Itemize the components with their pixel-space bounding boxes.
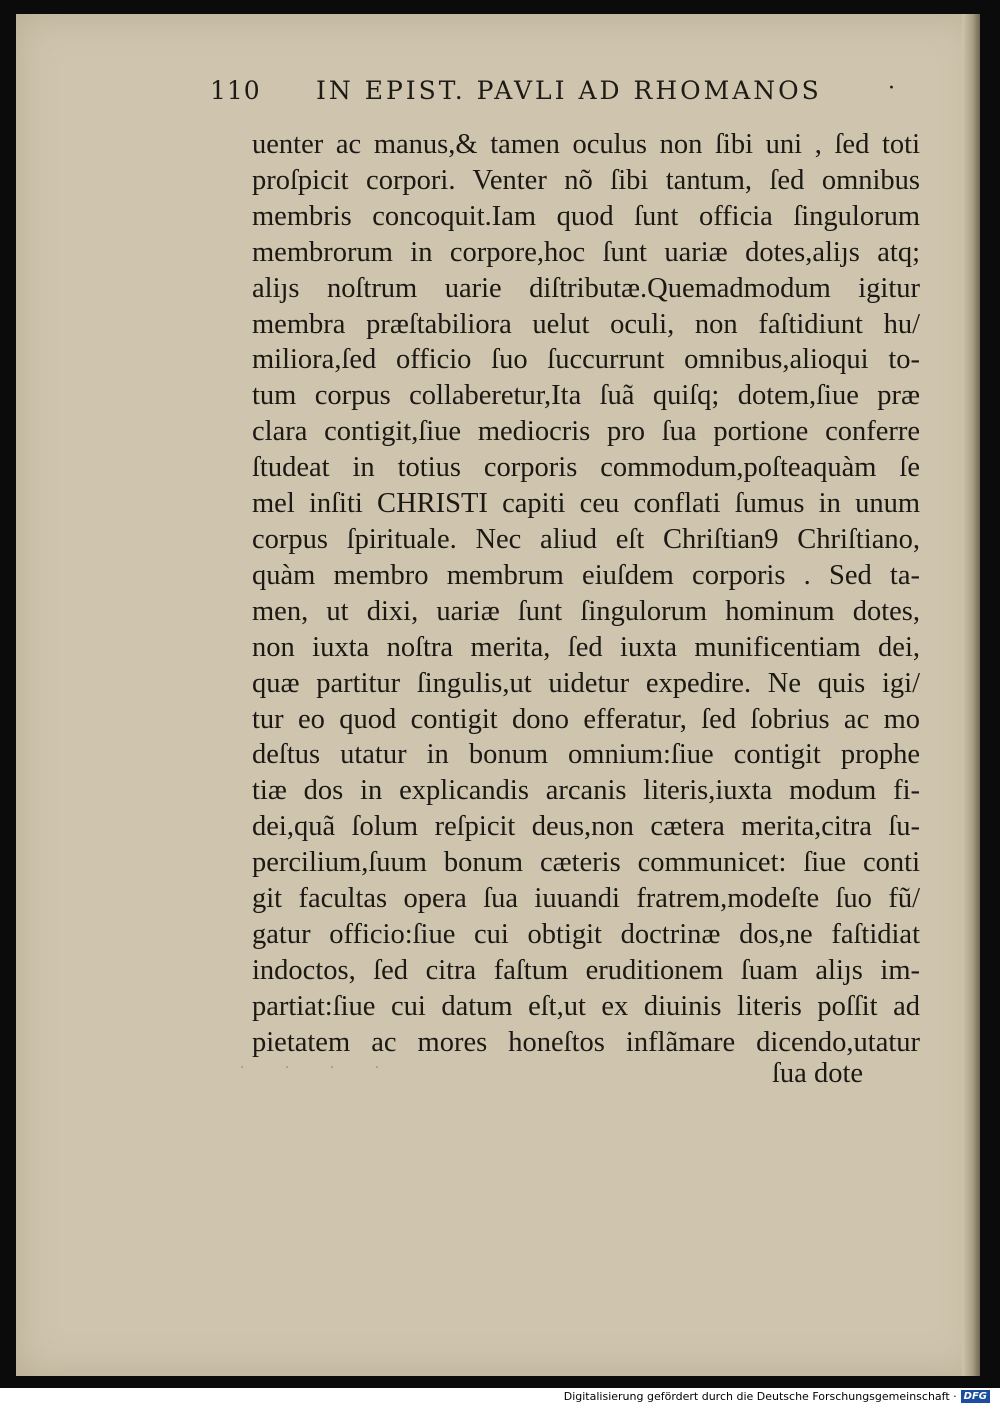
text-line: uenter ac manus,& tamen oculus non ſibi uni , ſed toti — [252, 129, 920, 160]
text-line: quàm membro membrum eiuſdem corporis . Sed ta- — [252, 559, 920, 591]
text-line: tiæ dos in explicandis arcanis literis,iuxta modum fi- — [252, 775, 920, 807]
text-line: proſpicit corpori. Venter nõ ſibi tantum, ſed omnibus — [252, 164, 920, 196]
faint-marks: · · · · — [240, 1060, 398, 1076]
text-line: men, ut dixi, uariæ ſunt ſingulorum hominum dotes, — [252, 595, 920, 627]
catchword: ſua dote — [772, 1058, 864, 1089]
running-title: IN EPIST. PAVLI AD RHOMANOS — [316, 76, 822, 105]
page-edge — [962, 14, 980, 1376]
text-line: deſtus utatur in bonum omnium:ſiue contigit prophe — [252, 739, 920, 771]
text-line: indoctos, ſed citra faſtum eruditionem ſuam aliȷs im- — [252, 954, 920, 986]
text-line: dei,quã ſolum reſpicit deus,non cætera merita,citra ſu- — [252, 811, 920, 843]
digitization-footer — [564, 1390, 990, 1403]
text-line: membris concoquit.Iam quod ſunt officia ſingulorum — [252, 200, 920, 232]
text-line: git facultas opera ſua iuuandi fratrem,modeſte ſuo fũ/ — [252, 883, 920, 915]
text-line: ſtudeat in totius corporis commodum,poſteaquàm ſe — [252, 452, 920, 484]
text-line: membra præſtabiliora uelut oculi, non faſtidiunt hu/ — [252, 308, 920, 340]
text-line: membrorum in corpore,hoc ſunt uariæ dotes,aliȷs atq; — [252, 236, 920, 268]
text-line: percilium,ſuum bonum cæteris communicet: ſiue conti — [252, 847, 920, 879]
text-line: quæ partitur ſingulis,ut uidetur expedire. Ne quis igi/ — [252, 667, 920, 699]
text-line: mel inſiti CHRISTI capiti ceu conflati ſumus in unum — [252, 488, 920, 520]
footer-credit: Digitalisierung gefördert durch die Deutsche Forschungsgemeinschaft · — [563, 1390, 957, 1403]
text-line: corpus ſpirituale. Nec aliud eſt Chriſtian9 Chriſtiano, — [252, 523, 920, 555]
page-header — [210, 76, 920, 116]
text-line: gatur officio:ſiue cui obtigit doctrinæ dos,ne faſtidiat — [252, 918, 920, 950]
text-line: aliȷs noſtrum uarie diſtributæ.Quemadmodum igitur — [252, 272, 920, 304]
text-line: pietatem ac mores honeſtos inflãmare dicendo,utatur — [252, 1026, 920, 1058]
text-line: tum corpus collaberetur,Ita ſuã quiſq; dotem,ſiue præ — [252, 380, 920, 412]
text-line: tur eo quod contigit dono efferatur, ſed ſobrius ac mo — [252, 703, 920, 735]
header-mark: · — [888, 76, 895, 101]
text-line: clara contigit,ſiue mediocris pro ſua portione conferre — [252, 416, 920, 448]
text-line: miliora,ſed officio ſuo ſuccurrunt omnibus,alioqui to- — [252, 344, 920, 376]
dfg-logo-icon: DFG — [961, 1390, 990, 1403]
text-line: partiat:ſiue cui datum eſt,ut ex diuinis literis poſſit ad — [252, 990, 920, 1022]
text-line: non iuxta noſtra merita, ſed iuxta munificentiam dei, — [252, 631, 920, 663]
body-text — [252, 127, 920, 1061]
page-number: 110 — [210, 76, 261, 105]
